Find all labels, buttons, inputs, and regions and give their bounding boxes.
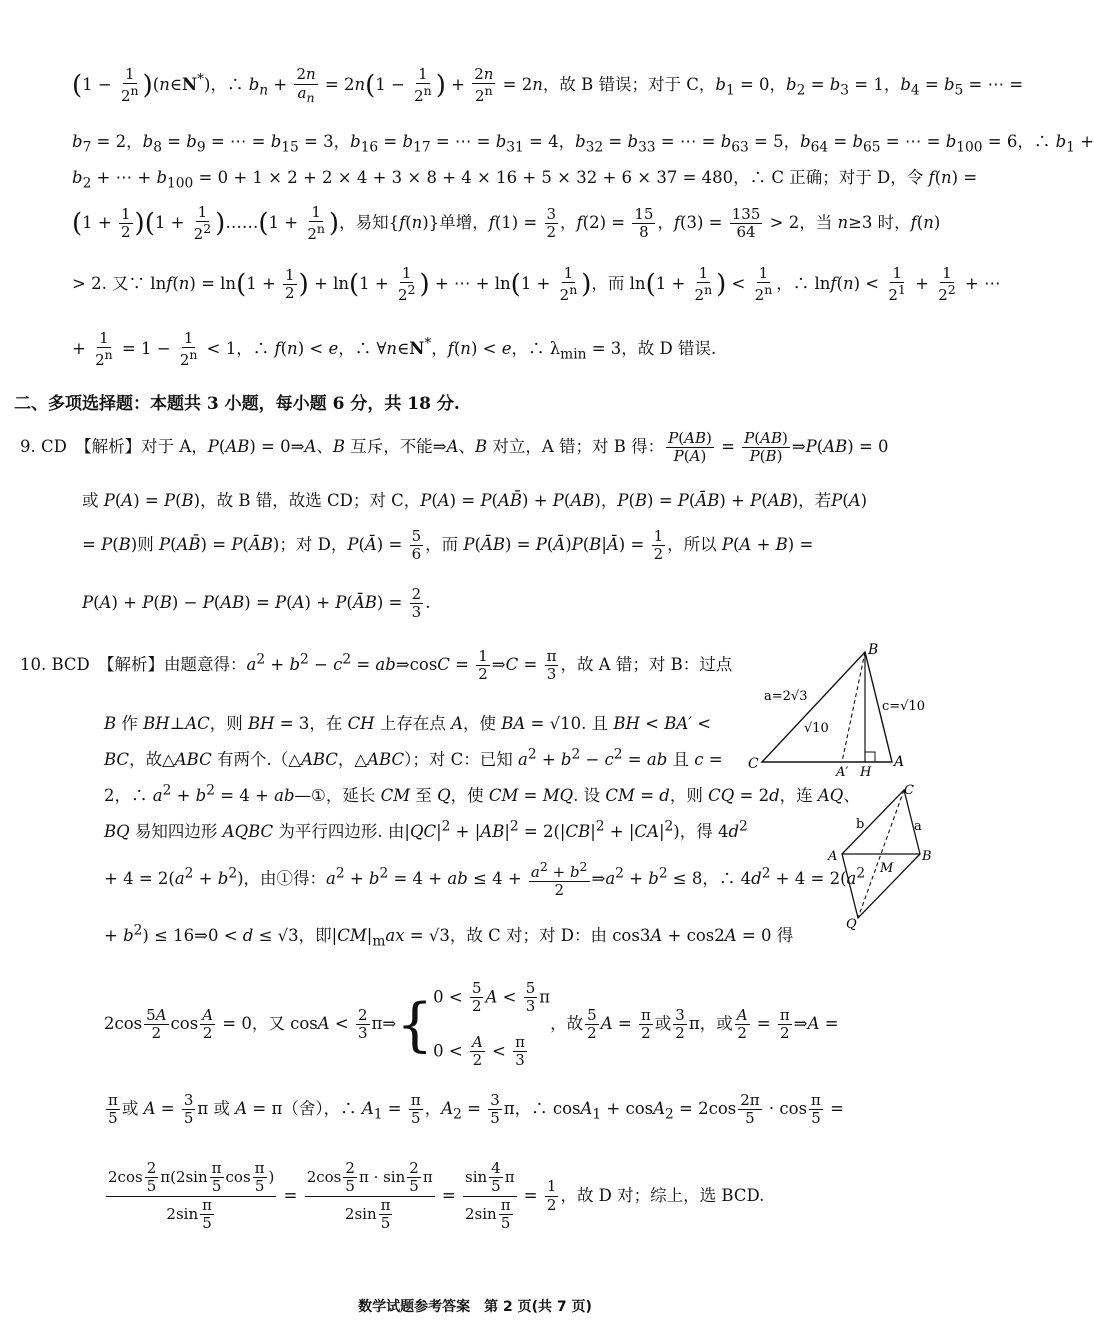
fig2-label-a: a [914,819,922,834]
q9-line-4 [82,586,950,622]
q9-line-1 [20,430,950,466]
section-title: 二、多项选择题：本题共 3 小题，每小题 6 分，共 18 分. [14,394,460,414]
fig1-label-sqrt10: √10 [804,721,829,736]
fig1-label-a: a=2√3 [764,689,808,704]
fig2-label-B: B [922,849,932,864]
fig2-label-M: M [880,861,894,876]
parallelogram-figure [826,782,938,934]
q10-line-2-text: B 作 BH⊥AC，则 BH = 3，在 CH 上存在点 A，使 BA = √10. 且 BH < BA′ < [104,714,712,733]
q10-line-9-text: $\frac{\pi}{5}$ 或 A = $\frac{3}{5}$ π 或 A = π（舍），∴ $A_1$ = $\frac{\pi}{5}$ ，$A_2$ = $\frac{3}{5}$ π，∴ cosA$_1$ + cosA$_2$ = 2cos $\frac{2\pi}{5}$ · cos $\frac{\pi}{5}$ = [108,1091,844,1128]
q10-line-4 [104,782,950,806]
text-line-3 [72,164,978,192]
q9-line-4-text: P(A) + P(B) − P(AB) = P(A) + P(ĀB) = $\frac{2}{3}$ . [82,585,431,622]
triangle-figure [742,640,942,780]
q10-line-3-text: BC，故△ABC 有两个.（△ABC，△ABC）；对 C：已知 $a^2 + b^2 - c^2$ = ab 且 c = [104,746,723,769]
line-5-text: > 2. 又∵ lnf(n) = ln(1 + $\frac{1}{2}$ ) + ln(1 + $\frac{1}{2^2}$ ) + ⋯ + ln(1 + $\frac{1}{2^n}$ )，而 ln(1 + $\frac{1}{2^n}$ ) < $\frac{1}{2^n}$ ，∴ lnf(n) < $\frac{1}{2^1}$ + $\frac{1}{2^2}$ + ⋯ [72,264,1001,305]
fig2-label-b: b [856,817,865,832]
fig1-label-C: C [748,756,759,772]
fig2-label-A: A [828,849,838,864]
line-4-text: (1 + $\frac{1}{2}$ )(1 + $\frac{1}{2^2}$ )……(1 + $\frac{1}{2^n}$ )，易知{f(n)}单增，f(1) = $\frac{3}{2}$ ，f(2) = $\frac{15}{8}$ ，f(3) = $\frac{135}{64}$ > 2，当 n≥3 时，f(n) [72,203,941,244]
q10-line-1-text: 10. BCD 【解析】由题意得：$a^2 + b^2 - c^2$ = ab⇒cosC = $\frac{1}{2}$ ⇒C = $\frac{\pi}{3}$ ，故 A 错；对 B：过点 [20,647,733,684]
fig1-label-B: B [868,642,879,658]
page-footer: 数学试题参考答案 第 2 页(共 7 页) [358,1299,592,1315]
fig1-label-H: H [860,765,872,780]
q10-line-5 [104,818,950,842]
fig1-label-Aprime: A′ [836,765,849,780]
q10-line-8 [104,980,950,1069]
q9-line-3-text: = P(B)则 P(AB̄) = P(ĀB)；对 D，P(Ā) = $\frac{5}{6}$ ，而 P(ĀB) = P(Ā)P(B|Ā) = $\frac{1}{2}$ ，所以 P(A + B) = [82,527,814,564]
line-3-text: $b_2$ + ⋯ + $b_{100} = 0 + 1 \times 2 + 2 \times 4 + 3 \times 8 + 4 \times 16 + 5 \times 32 + 6 \times 37 = 480$，∴ C 正确；对于 D，令 f(n) = [72,168,978,192]
text-line-4 [72,204,950,244]
line-1-text: (1 − $\frac{1}{2^n}$ )(n∈N*)，∴ $b_n$ + $\frac{2n}{a_n}$ = 2n(1 − $\frac{1}{2^n}$ ) + $\frac{2n}{2^n}$ = 2n，故 B 错误；对于 C，$b_1 = 0$，$b_2 = b_3 = 1$，$b_4 = b_5$ = ⋯ = [72,65,1024,106]
fig2-label-C: C [904,783,914,798]
q10-line-6 [104,860,950,900]
q10-line-9 [104,1092,950,1128]
text-line-2 [72,128,1094,156]
fig2-label-Q: Q [846,917,857,932]
q9-line-2-text: 或 P(A) = P(B)，故 B 错，故选 CD；对 C，P(A) = P(AB̄) + P(AB)，P(B) = P(ĀB) + P(AB)，若P(A) [82,491,868,510]
text-line-5 [72,264,1001,305]
text-line-6 [72,330,950,370]
q10-line-6-text: + $4 = 2(a^2 + b^2)$，由①得：$a^2 + b^2 = 4$ + ab ≤ 4 + $\frac{a^2 + b^2}{2}$ $\Rightarrow a^2 + b^2 \le 8$，∴ $4d^2 + 4 = 2(a^2$ [104,859,866,900]
q10-line-5-text: BQ 易知四边形 AQBC 为平行四边形. 由$|QC|^2 + |AB|^2 = 2(|CB|^2 + |CA|^2)$，得 $4d^2$ [104,818,748,841]
line-2-text: $b_7 = 2$，$b_8 = b_9$ = ⋯ = $b_{15} = 3$，$b_{16} = b_{17}$ = ⋯ = $b_{31} = 4$，$b_{32} = b_{33}$ = ⋯ = $b_{63} = 5$，$b_{64} = b_{65}$ = ⋯ = $b_{100} = 6$，∴ $b_1$ + [72,132,1094,156]
text-line-1 [72,65,1024,106]
q9-line-1-text: 9. CD 【解析】对于 A，P(AB) = 0⇒A、B 互斥，不能⇒A、B 对立，A 错；对 B 得： $\frac{P(AB)}{P(A)}$ = $\frac{P(AB)}{P(B)}$ ⇒P(AB) = 0 [20,429,889,466]
q10-line-8-text: 2cos $\frac{5A}{2}$ cos $\frac{A}{2}$ = 0，又 cosA < $\frac{2}{3}$ π⇒{ 0 < $\frac{5}{2}$ A < $\frac{5}{3}$ π 0 < $\frac{A}{2}$ < $\frac{\pi}{3}$ ，故 $\frac{5}{2}$ A = $\frac{\pi}{2}$ 或 $\frac{3}{2}$ π，或 $\frac{A}{2}$ = $\frac{\pi}{2}$ ⇒A = [104,979,839,1069]
q9-line-2 [82,487,950,511]
q10-line-10-text: 2cos $\frac{2}{5}$ π(2sin $\frac{\pi}{5}$ cos $\frac{\pi}{5}$ ) 2sin $\frac{\pi}{5}$ = 2cos $\frac{2}{5}$ π · sin $\frac{2}{5}$ π 2sin $\frac{\pi}{5}$ = sin $\frac{4}{5}$ π 2sin $\frac{\pi}{5}$ = $\frac{1}{2}$ ，故 D 对；综上，选 BCD. [108,1159,765,1232]
q10-line-7 [104,922,950,949]
fig1-label-c: c=√10 [882,699,925,714]
q10-line-10 [104,1160,950,1232]
q9-line-3 [82,528,950,564]
line-6-text: + $\frac{1}{2^n}$ = 1 − $\frac{1}{2^n}$ < 1，∴ f(n) < e，∴ ∀n∈N*，f(n) < e，∴ $\lambda_{min} = 3$，故 D 错误. [72,329,717,370]
q10-line-4-text: 2，∴ $a^2 + b^2 = 4$ + ab—①，延长 CM 至 Q，使 CM = MQ. 设 CM = d，则 CQ = 2d，连 AQ、 [104,782,860,805]
q10-line-7-text: + $b^2$) ≤ 16⇒0 < d ≤ √3，即$|CM|_max = √3$，故 C 对；对 D：由 cos3A + cos2A = 0 得 [104,922,794,950]
fig1-label-A: A [894,754,905,770]
